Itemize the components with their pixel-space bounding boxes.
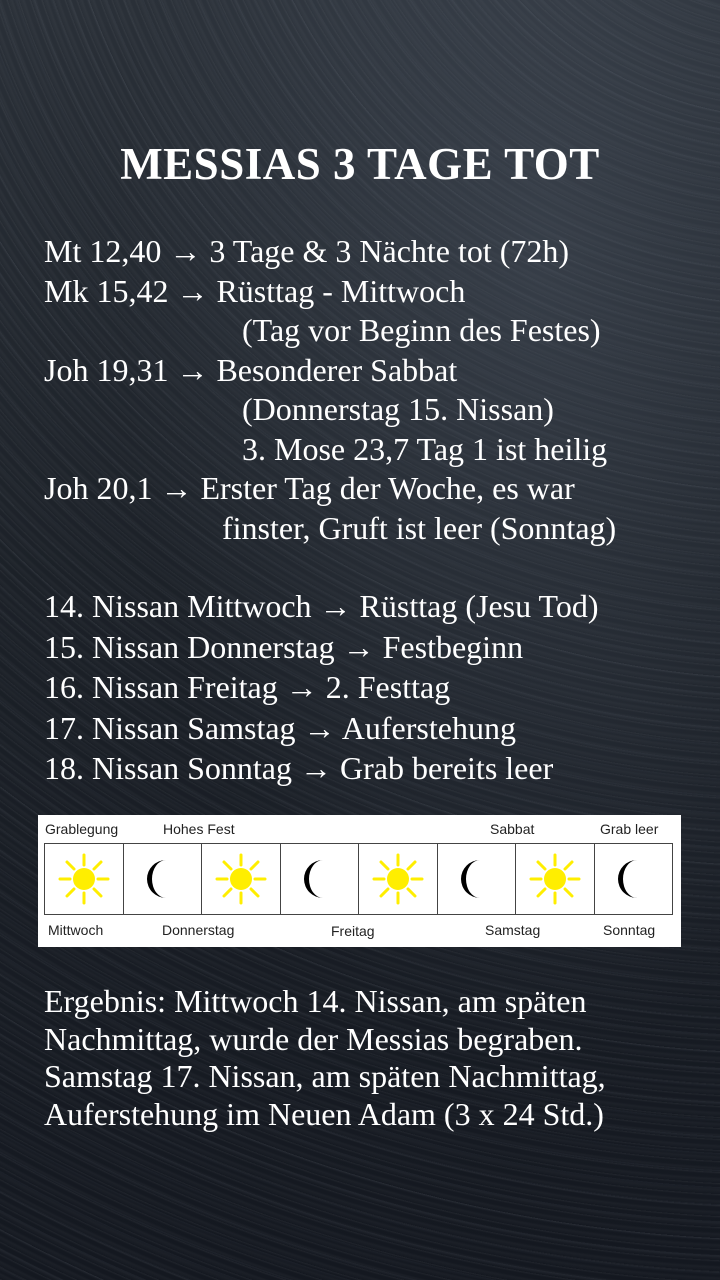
day-line: 14. Nissan Mittwoch → Rüsttag (Jesu Tod) [44,588,599,624]
day-night-chart [38,815,681,947]
sun-icon [202,844,281,914]
sun-icon [359,844,438,914]
chart-bottom-label: Donnerstag [162,922,235,938]
reference-line: Joh 20,1 → Erster Tag der Woche, es war [44,470,575,506]
result-line: Samstag 17. Nissan, am späten Nachmittag, [44,1058,606,1094]
reference-line: Mk 15,42 → Rüsttag - Mittwoch [44,272,466,309]
sun-icon [45,844,124,914]
reference-line: (Donnerstag 15. Nissan) [242,391,554,427]
scripture-references [44,232,704,789]
result-line: Nachmittag, wurde der Messias begraben. [44,1020,583,1057]
chart-top-label: Grab leer [600,821,659,837]
reference-line: (Tag vor Beginn des Festes) [242,312,601,348]
chart-bottom-label: Freitag [331,923,375,939]
day-line: 17. Nissan Samstag → Auferstehung [44,709,516,746]
chart-top-label: Grablegung [45,821,119,837]
page-title: MESSIAS 3 TAGE TOT [120,139,600,189]
sun-icon [516,844,595,914]
moon-icon [281,844,360,914]
chart-top-label: Sabbat [490,821,535,837]
day-night-grid [44,843,673,915]
chart-top-label: Hohes Fest [163,821,235,837]
result-text [44,983,704,1133]
reference-line: Mt 12,40 → 3 Tage & 3 Nächte tot (72h) [44,233,570,269]
reference-line: 3. Mose 23,7 Tag 1 ist heilig [242,430,608,467]
reference-line: Joh 19,31 → Besonderer Sabbat [44,351,458,388]
chart-bottom-label: Samstag [485,922,541,938]
moon-icon [595,844,673,914]
nissan-days [44,586,704,789]
moon-icon [124,844,203,914]
chart-bottom-label: Mittwoch [48,922,104,938]
result-line: Ergebnis: Mittwoch 14. Nissan, am späten [44,983,587,1019]
day-line: 18. Nissan Sonntag → Grab bereits leer [44,750,554,786]
chart-bottom-label: Sonntag [603,922,656,938]
reference-line: finster, Gruft ist leer (Sonntag) [222,509,617,546]
moon-icon [438,844,517,914]
day-line: 15. Nissan Donnerstag → Festbeginn [44,628,524,665]
result-line: Auferstehung im Neuen Adam (3 x 24 Std.) [44,1095,604,1132]
day-line: 16. Nissan Freitag → 2. Festtag [44,669,451,705]
